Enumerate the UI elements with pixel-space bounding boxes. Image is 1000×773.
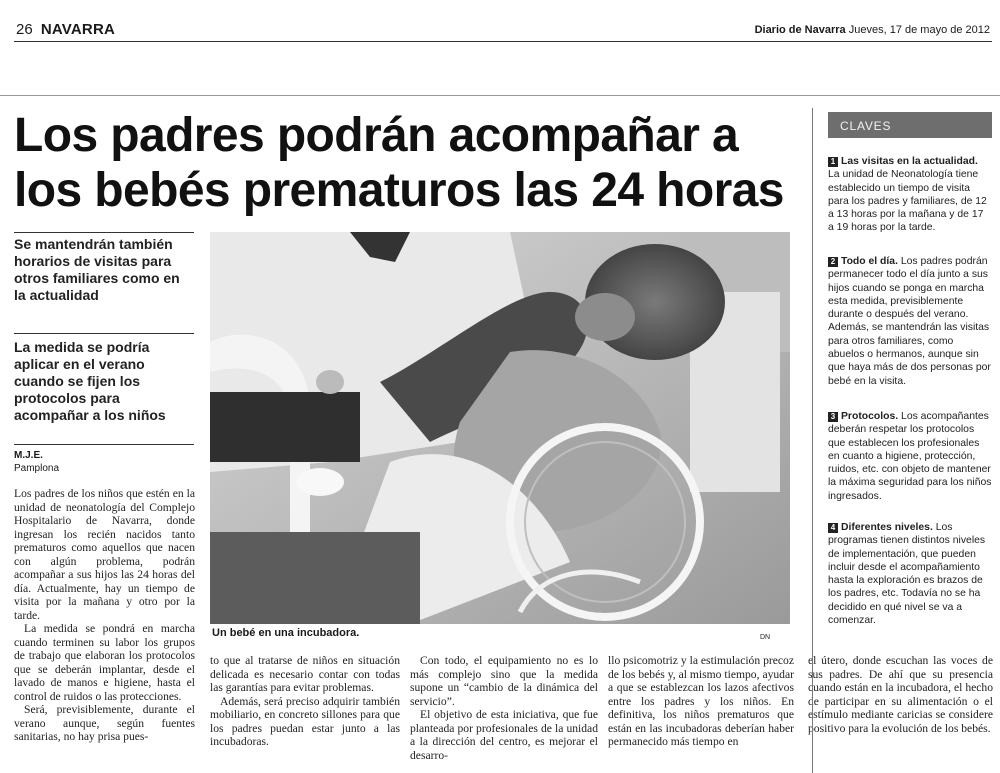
body-column-3 — [410, 654, 598, 762]
incubator-baby-photo — [210, 232, 790, 624]
headline-line-2: los bebés prematuros las 24 horas — [14, 164, 784, 217]
paragraph: La medida se pondrá en marcha cuando terminen su labor los grupos de trabajo que elaboran los protocolos que se deberán implantar, desde el lavado de manos e higiene, hasta el control de ruidos o las protecciones. — [14, 622, 195, 703]
paragraph: Además, será preciso adquirir también mobiliario, en concreto sillones para que los padres puedan estar junto a las incubadoras. — [210, 694, 400, 748]
byline — [14, 449, 59, 475]
claves-item-3 — [828, 410, 992, 503]
paragraph: llo psicomotriz y la estimulación precoz de los bebés y, al mismo tiempo, ayudar a que se establezcan los lazos afectivos entre los padres y los niños. En definitiva, los niños prematuros que están en las incubadoras deberían haber permanecido más tiempo en — [608, 654, 794, 748]
paragraph: Los padres de los niños que estén en la unidad de neonatología del Complejo Hospitalario de Navarra, donde ingresan los recién nacidos tanto prematuros como aquellos que nacen con algún problema, podrán acompañar a sus hijos las 24 horas del día. Actualmente, hay un tiempo de visita por la mañana y otro por la tarde. — [14, 487, 195, 622]
header-divider — [0, 95, 1000, 96]
byline-location: Pamplona — [14, 463, 60, 474]
newspaper-name: Diario de Navarra — [754, 24, 846, 36]
page-number: 26 — [16, 21, 33, 38]
claves-title: CLAVES — [840, 119, 892, 133]
claves-item-4 — [828, 521, 992, 627]
photo-caption: Un bebé en una incubadora. — [212, 627, 360, 639]
item-number: 3 — [828, 412, 838, 422]
claves-item-title: Diferentes niveles. — [841, 522, 933, 533]
deck-2: La medida se podría aplicar en el verano cuando se fijen los protocolos para acompañar a los niños — [14, 339, 166, 423]
header-right — [755, 24, 990, 36]
headline — [14, 108, 814, 218]
deck-divider — [14, 444, 194, 445]
claves-item-title: Las visitas en la actualidad. — [841, 156, 978, 167]
body-column-2 — [210, 654, 400, 749]
article-photo — [210, 232, 790, 624]
claves-item-1 — [828, 155, 992, 235]
claves-item-title: Todo el día. — [841, 256, 898, 267]
item-number: 2 — [828, 257, 838, 267]
headline-line-1: Los padres podrán acompañar a — [14, 109, 739, 162]
deck-1: Se mantendrán también horarios de visitas para otros familiares como en la actualidad — [14, 236, 180, 303]
paragraph: Será, previsiblemente, durante el verano aunque, según fuentes sanitarias, no hay prisa pues- — [14, 703, 195, 743]
body-column-5 — [808, 654, 993, 735]
deck-divider — [14, 333, 194, 334]
paragraph: El objetivo de esta iniciativa, que fue planteada por profesionales de la unidad a la dirección del centro, es mejorar el desarro- — [410, 708, 598, 762]
photo-credit: DN — [760, 634, 771, 641]
paragraph: el útero, donde escuchan las voces de sus padres. De ahí que su presencia cuando están en la incubadora, el hecho de participar en su alimentación o el estímulo mediante caricias se considere positivo para la evolución de los bebés. — [808, 654, 993, 735]
body-column-1 — [14, 487, 195, 744]
body-column-4 — [608, 654, 794, 749]
paragraph: to que al tratarse de niños en situación delicada es necesario contar con todas las garantías para evitar problemas. — [210, 654, 400, 694]
sidebar-divider — [812, 108, 813, 773]
byline-author: M.J.E. — [14, 450, 43, 461]
deck-divider — [14, 232, 194, 233]
section-name: NAVARRA — [40, 21, 116, 38]
claves-header — [828, 112, 992, 138]
claves-item-2 — [828, 255, 992, 388]
item-number: 1 — [828, 157, 838, 167]
publication-date: Jueves, 17 de mayo de 2012 — [848, 24, 990, 36]
claves-item-text: Los programas tienen distintos niveles de implementación, que pueden incluir desde el acompañamiento hasta la exploración es brazos de los padres, etc. Todavía no se ha decidido en qué nivel se va a comenzar. — [828, 522, 986, 627]
page-header — [14, 20, 992, 42]
claves-item-text: Los padres podrán permanecer todo el día junto a sus hijos cuando se ponga en marcha esta medida, previsiblemente durante o después del verano. Además, se mantendrán las visitas para otros familiares, como abuelos o hermanos, aunque sin que haya más de dos personas por bebé en la visita. — [828, 256, 991, 387]
claves-item-text: Los acompañantes deberán respetar los protocolos que establecen los profesionales en cuanto a higiene, protección, ruidos, etc. con objeto de mantener la máxima seguridad para los niños ingresados. — [828, 411, 992, 502]
header-left — [16, 21, 115, 38]
claves-item-text: La unidad de Neonatología tiene establecido un tiempo de visita para los padres y familiares, de 12 a 13 horas por la mañana y de 17 a 19 horas por la tarde. — [828, 169, 987, 234]
item-number: 4 — [828, 523, 838, 533]
claves-item-title: Protocolos. — [841, 411, 899, 422]
paragraph: Con todo, el equipamiento no es lo más complejo sino que la medida supone un “cambio de la dinámica del servicio”. — [410, 654, 598, 708]
